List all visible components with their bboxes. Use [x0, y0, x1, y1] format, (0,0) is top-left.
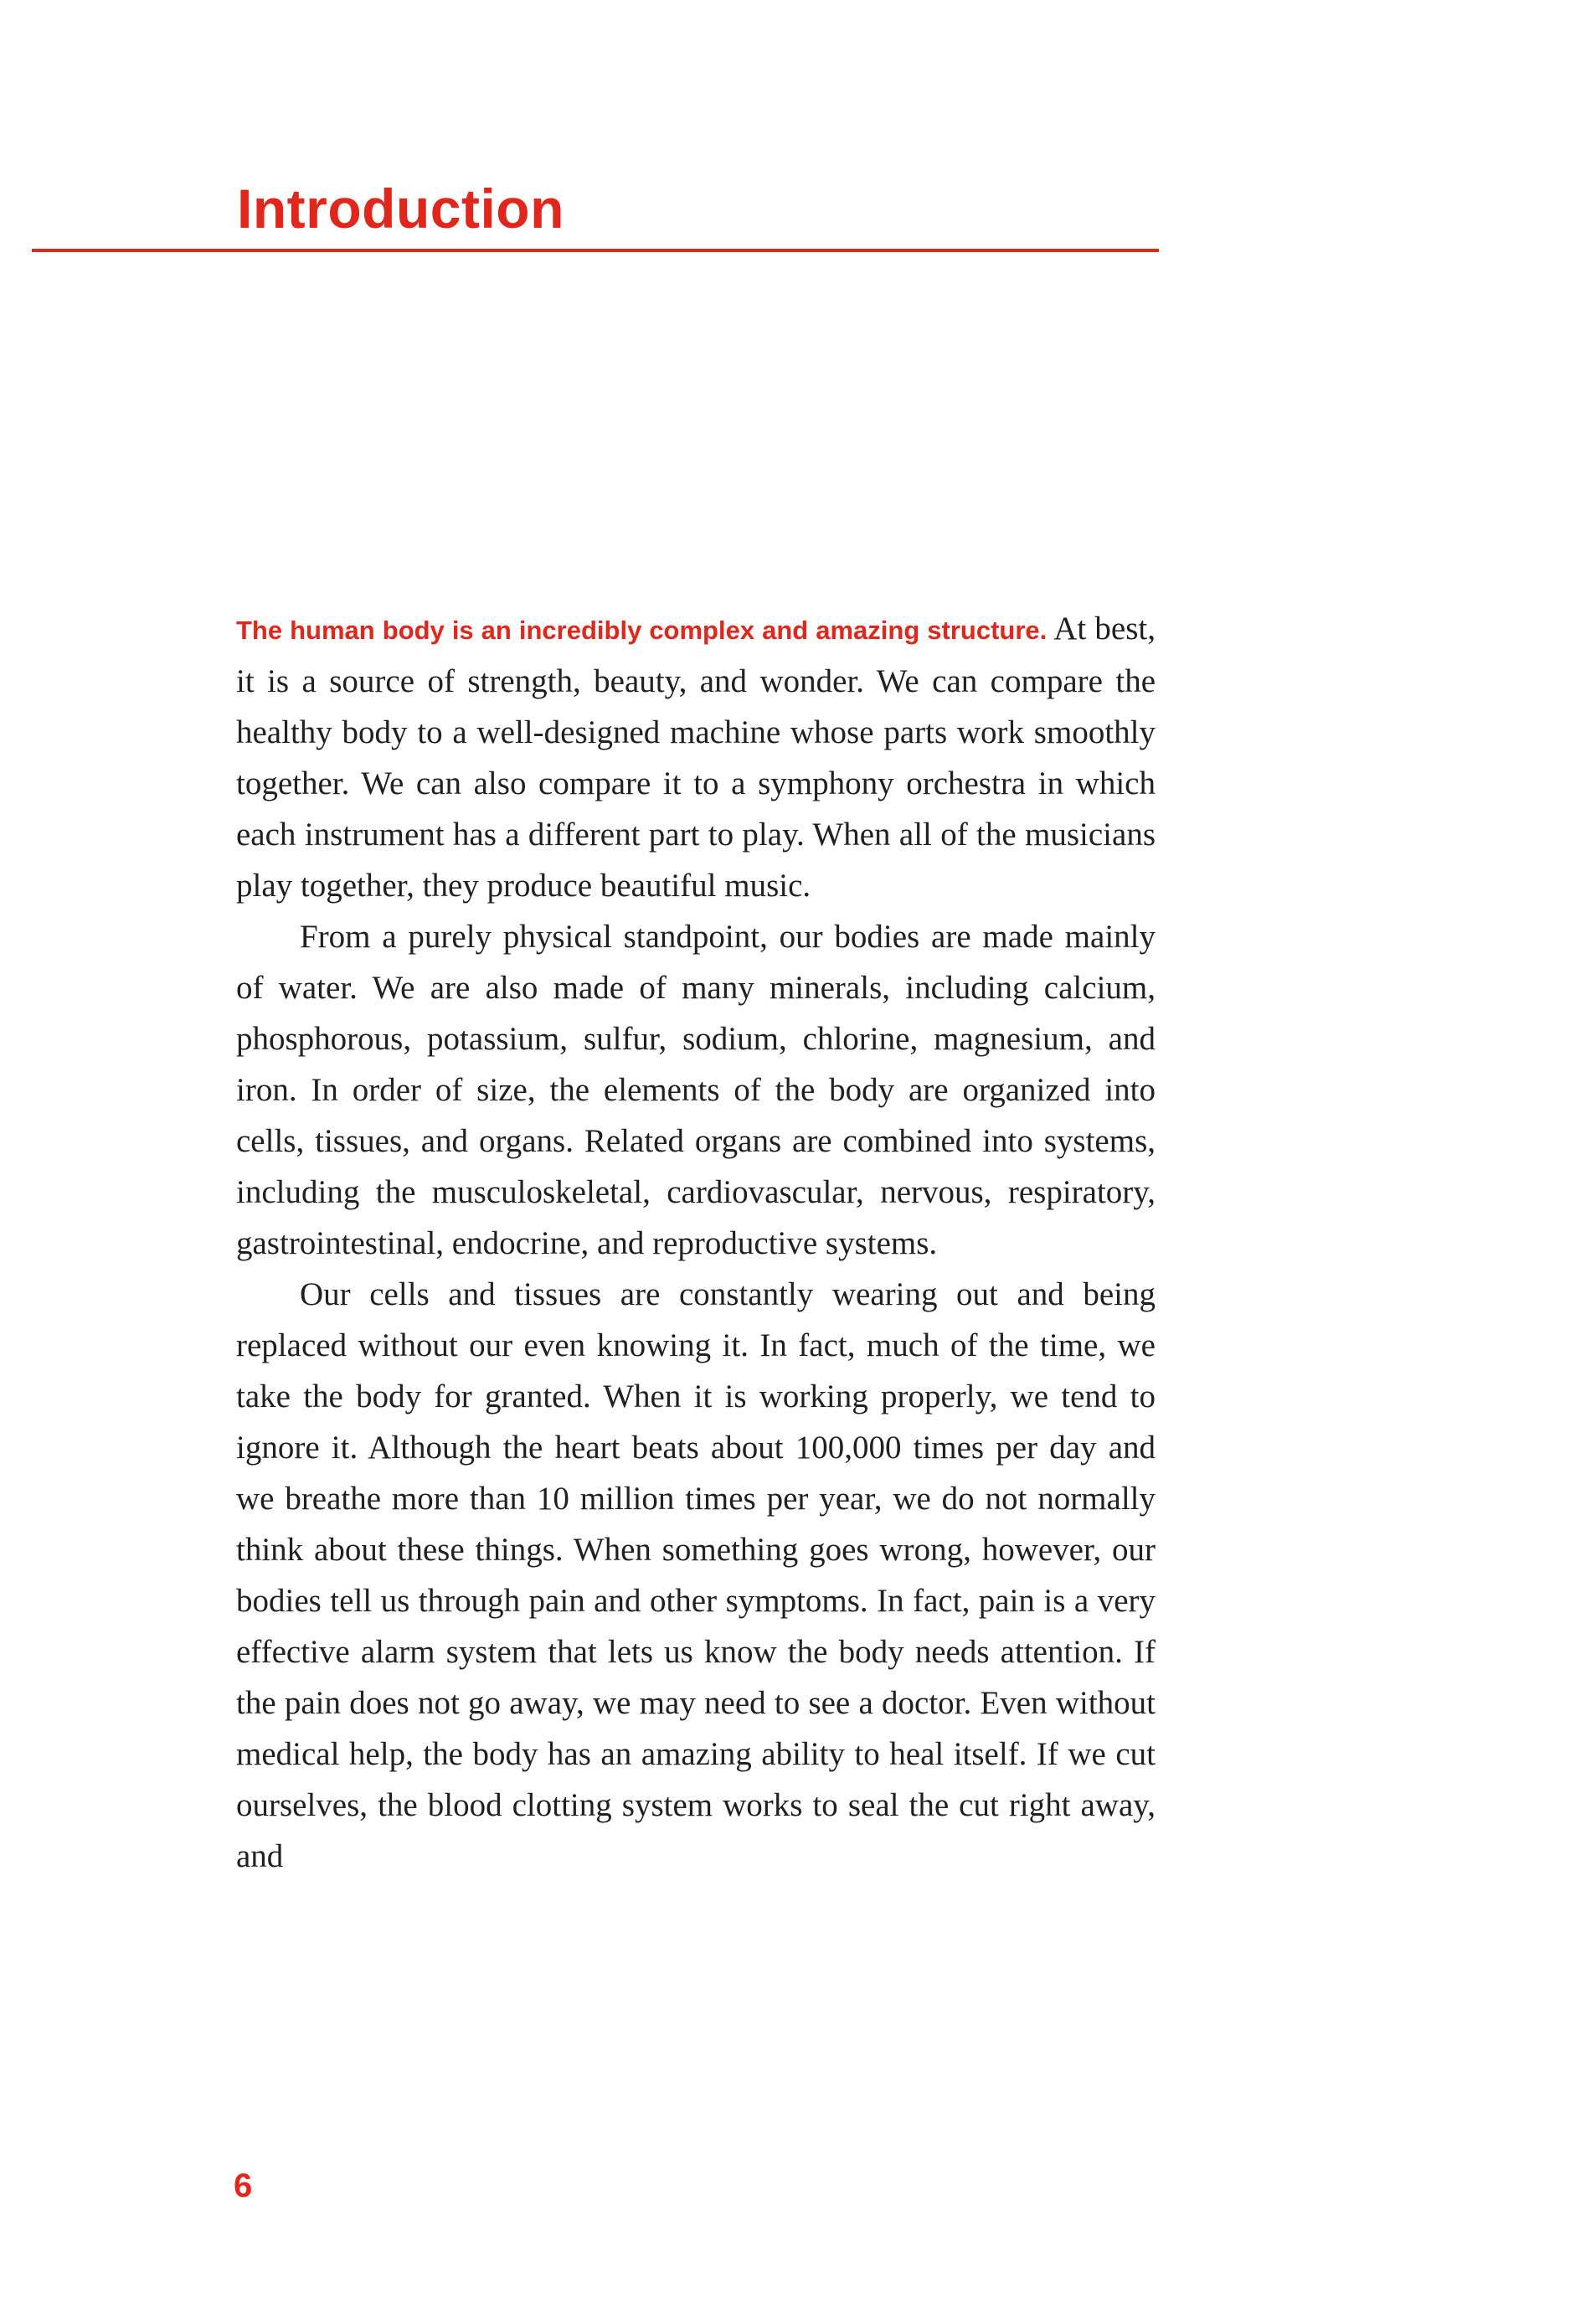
page-title: Introduction	[237, 178, 564, 240]
paragraph-3: Our cells and tissues are constantly wearing out and being replaced without our even knowing it. In fact, much of the time, we take the body for granted. When it is working properly, we tend to ignore it. Although the heart beats about 100,000 times per day and we breathe more than 10 million times per year, we do not normally think about these things. When something goes wrong, however, our bodies tell us through pain and other symptoms. In fact, pain is a very effective alarm system that lets us know the body needs attention. If the pain does not go away, we may need to see a doctor. Even without medical help, the body has an amazing ability to heal itself. If we cut ourselves, the blood clotting system works to seal the cut right away, and	[236, 1276, 1156, 1874]
page-number: 6	[234, 2167, 253, 2204]
paragraph-1-text: At best, it is a source of strength, beauty, and wonder. We can compare the healthy body to a well-designed machine whose parts work smoothly together. We can also compare it to a symphony orchestra in which each instrument has a different part to play. When all of the musicians play together, they produce beautiful music.	[236, 611, 1156, 904]
title-rule	[32, 249, 1159, 252]
lead-sentence: The human body is an incredibly complex and amazing structure.	[236, 616, 1048, 645]
body-text	[236, 603, 1156, 1882]
paragraph-1	[236, 603, 1156, 911]
paragraph-2: From a purely physical standpoint, our bodies are made mainly of water. We are also made of many minerals, including calcium, phosphorous, potassium, sulfur, sodium, chlorine, magnesium, and iron. In order of size, the elements of the body are organized into cells, tissues, and organs. Related organs are combined into systems, including the musculoskeletal, cardiovascular, nervous, respiratory, gastrointestinal, endocrine, and reproductive systems.	[236, 919, 1156, 1261]
